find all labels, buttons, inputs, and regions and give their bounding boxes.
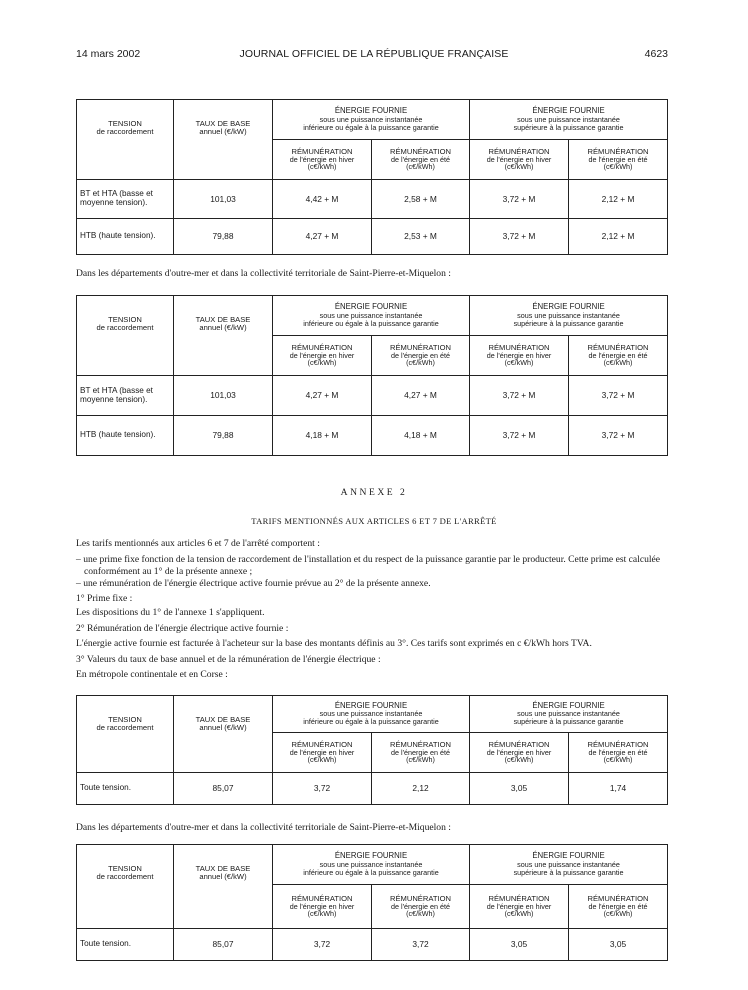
cell-value: 4,42 + M [273,180,372,219]
table-row [77,929,668,961]
header-date: 14 mars 2002 [76,48,141,60]
dom-intro-text-2: Dans les départements d'outre-mer et dans la collectivité territoriale de Saint-Pierre-et-Miquelon : [76,822,451,833]
header-ete: RÉMUNÉRATION de l'énergie en été (c€/kWh) [372,733,470,773]
cell-value: 3,72 + M [569,376,668,416]
annexe-title: ANNEXE 2 [340,487,408,498]
header-ete: RÉMUNÉRATION de l'énergie en été (c€/kWh) [372,140,470,180]
row-label: BT et HTA (basse et moyenne tension). [77,376,174,416]
header-taux: TAUX DE BASE annuel (€/kW) [174,845,273,929]
cell-value: 3,05 [470,929,569,961]
cell-value: 2,58 + M [372,180,470,219]
cell-value: 3,05 [569,929,668,961]
paragraph: 2° Rémunération de l'énergie électrique active fournie : [76,623,289,634]
table-row [77,376,668,416]
cell-value: 4,18 + M [372,416,470,456]
header-hiver: RÉMUNÉRATION de l'énergie en hiver (c€/kWh) [273,733,372,773]
bullet-item: – une prime fixe fonction de la tension de raccordement de l'installation et du respect de la puissance garantie par le producteur. Cette prime est calculée conformément au 1° de la présente annexe ; [76,554,661,577]
row-label: Toute tension. [77,773,174,805]
cell-value: 3,72 + M [470,416,569,456]
cell-value: 2,12 + M [569,219,668,255]
dom-intro-text-1: Dans les départements d'outre-mer et dans la collectivité territoriale de Saint-Pierre-et-Miquelon : [76,268,451,279]
header-tension: TENSION de raccordement [77,845,174,929]
header-taux: TAUX DE BASE annuel (€/kW) [174,696,273,773]
row-label: BT et HTA (basse et moyenne tension). [77,180,174,219]
header-tension: TENSION de raccordement [77,100,174,180]
cell-value: 3,72 + M [470,219,569,255]
row-label: HTB (haute tension). [77,416,174,456]
paragraph: 3° Valeurs du taux de base annuel et de la rémunération de l'énergie électrique : [76,654,381,665]
cell-taux: 101,03 [174,180,273,219]
header-hiver: RÉMUNÉRATION de l'énergie en hiver (c€/kWh) [470,336,569,376]
tarif-table-1 [76,99,668,255]
table-row [77,219,668,255]
row-label: Toute tension. [77,929,174,961]
cell-taux: 85,07 [174,929,273,961]
annexe-subtitle: TARIFS MENTIONNÉS AUX ARTICLES 6 ET 7 DE L'ARRÊTÉ [251,516,497,526]
cell-value: 2,12 [372,773,470,805]
header-hiver: RÉMUNÉRATION de l'énergie en hiver (c€/kWh) [273,140,372,180]
header-taux: TAUX DE BASE annuel (€/kW) [174,100,273,180]
cell-taux: 79,88 [174,416,273,456]
cell-value: 2,12 + M [569,180,668,219]
header-ete: RÉMUNÉRATION de l'énergie en été (c€/kWh) [569,336,668,376]
header-energie-inferieure: ÉNERGIE FOURNIE sous une puissance instantanée inférieure ou égale à la puissance garantie [273,100,470,140]
header-hiver: RÉMUNÉRATION de l'énergie en hiver (c€/kWh) [273,336,372,376]
header-hiver: RÉMUNÉRATION de l'énergie en hiver (c€/kWh) [470,733,569,773]
header-energie-inferieure: ÉNERGIE FOURNIE sous une puissance instantanée inférieure ou égale à la puissance garantie [273,296,470,336]
tarif-table-3 [76,695,668,805]
journal-title: JOURNAL OFFICIEL DE LA RÉPUBLIQUE FRANÇAISE [239,48,509,60]
cell-value: 3,72 + M [470,180,569,219]
header-hiver: RÉMUNÉRATION de l'énergie en hiver (c€/kWh) [470,140,569,180]
cell-taux: 101,03 [174,376,273,416]
header-hiver: RÉMUNÉRATION de l'énergie en hiver (c€/kWh) [273,885,372,929]
paragraph: Les dispositions du 1° de l'annexe 1 s'appliquent. [76,607,265,618]
header-energie-inferieure: ÉNERGIE FOURNIE sous une puissance instantanée inférieure ou égale à la puissance garantie [273,845,470,885]
cell-value: 3,72 [273,929,372,961]
header-energie-superieure: ÉNERGIE FOURNIE sous une puissance instantanée supérieure à la puissance garantie [470,296,668,336]
tarif-table-2 [76,295,668,456]
row-label: HTB (haute tension). [77,219,174,255]
header-tension: TENSION de raccordement [77,296,174,376]
cell-value: 3,72 + M [470,376,569,416]
cell-taux: 79,88 [174,219,273,255]
page-number: 4623 [644,48,668,60]
header-ete: RÉMUNÉRATION de l'énergie en été (c€/kWh) [372,336,470,376]
header-ete: RÉMUNÉRATION de l'énergie en été (c€/kWh) [569,885,668,929]
cell-value: 3,72 [372,929,470,961]
table-row [77,416,668,456]
cell-value: 4,18 + M [273,416,372,456]
header-ete: RÉMUNÉRATION de l'énergie en été (c€/kWh) [569,733,668,773]
header-ete: RÉMUNÉRATION de l'énergie en été (c€/kWh) [372,885,470,929]
tarif-table-4 [76,844,668,961]
cell-value: 3,72 + M [569,416,668,456]
paragraph: En métropole continentale et en Corse : [76,669,228,680]
cell-value: 3,05 [470,773,569,805]
table-row [77,180,668,219]
table-row [77,773,668,805]
cell-value: 3,72 [273,773,372,805]
paragraph: L'énergie active fournie est facturée à l'acheteur sur la base des montants définis au 3°. Ces tarifs sont exprimés en c €/kWh hors TVA. [76,638,592,649]
header-energie-inferieure: ÉNERGIE FOURNIE sous une puissance instantanée inférieure ou égale à la puissance garantie [273,696,470,733]
header-hiver: RÉMUNÉRATION de l'énergie en hiver (c€/kWh) [470,885,569,929]
cell-value: 4,27 + M [372,376,470,416]
header-energie-superieure: ÉNERGIE FOURNIE sous une puissance instantanée supérieure à la puissance garantie [470,100,668,140]
paragraph: 1° Prime fixe : [76,593,133,604]
header-energie-superieure: ÉNERGIE FOURNIE sous une puissance instantanée supérieure à la puissance garantie [470,696,668,733]
cell-value: 1,74 [569,773,668,805]
header-ete: RÉMUNÉRATION de l'énergie en été (c€/kWh) [569,140,668,180]
cell-value: 4,27 + M [273,376,372,416]
header-tension: TENSION de raccordement [77,696,174,773]
bullet-item: – une rémunération de l'énergie électrique active fournie prévue au 2° de la présente annexe. [76,578,431,589]
cell-value: 4,27 + M [273,219,372,255]
cell-taux: 85,07 [174,773,273,805]
header-taux: TAUX DE BASE annuel (€/kW) [174,296,273,376]
header-energie-superieure: ÉNERGIE FOURNIE sous une puissance instantanée supérieure à la puissance garantie [470,845,668,885]
cell-value: 2,53 + M [372,219,470,255]
paragraph: Les tarifs mentionnés aux articles 6 et 7 de l'arrêté comportent : [76,538,320,549]
